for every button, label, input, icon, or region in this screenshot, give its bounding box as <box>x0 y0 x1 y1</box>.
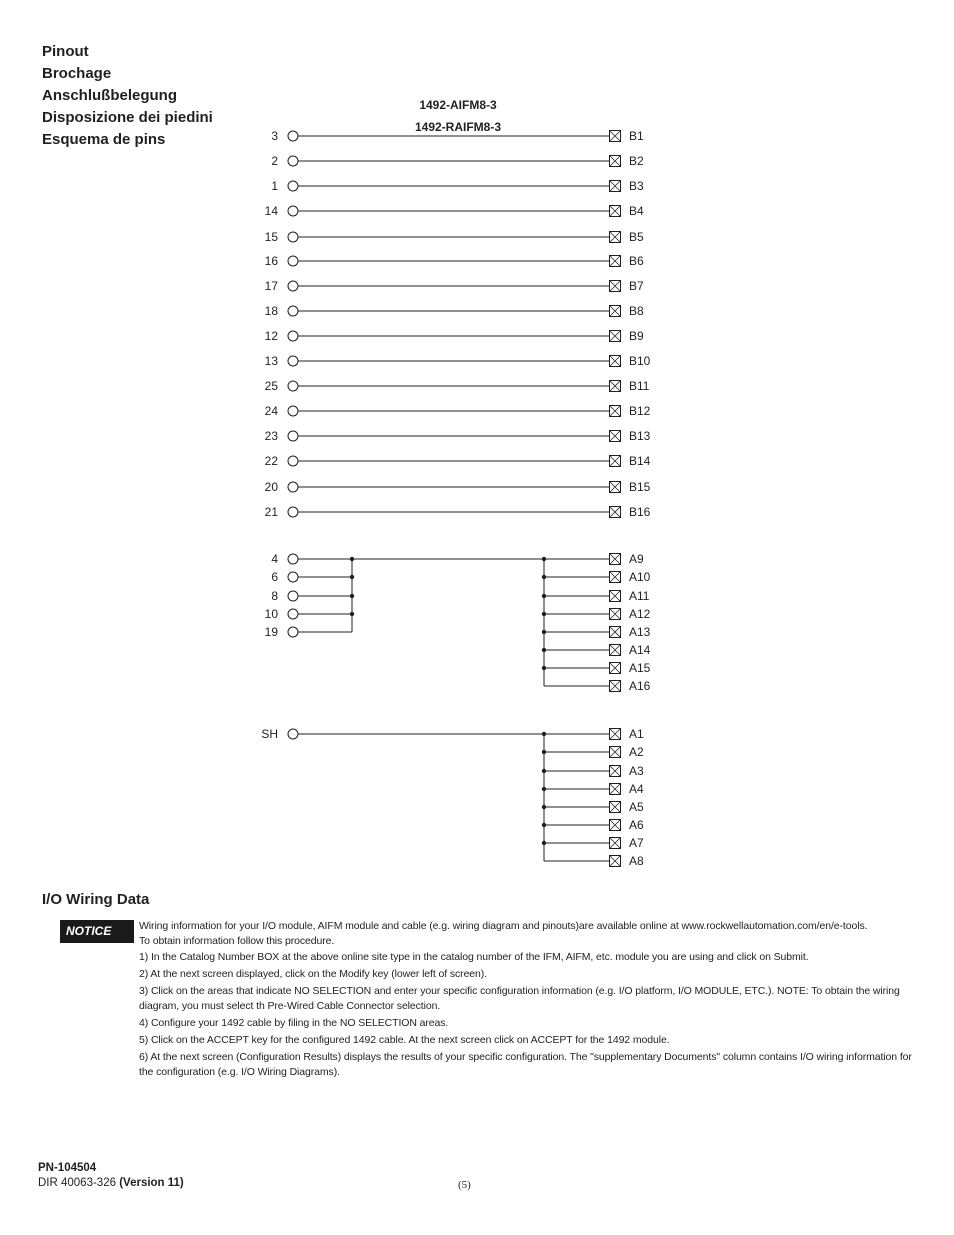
terminal-label: A3 <box>629 764 644 778</box>
terminal-label: B2 <box>629 154 644 168</box>
notice-body <box>139 919 919 1082</box>
page-number: (5) <box>458 1179 471 1191</box>
terminal-label: A1 <box>629 727 644 741</box>
terminal-box-icon <box>610 456 621 467</box>
pin-number-label: 14 <box>264 204 278 218</box>
pin-socket-icon <box>288 306 298 316</box>
terminal-box-icon <box>610 838 621 849</box>
pin-socket-icon <box>288 591 298 601</box>
pin-socket-icon <box>288 206 298 216</box>
pin-number-label: 15 <box>264 230 278 244</box>
pin-number-label: 6 <box>271 570 278 584</box>
terminal-label: B1 <box>629 129 644 143</box>
terminal-label: A5 <box>629 800 644 814</box>
terminal-label: A15 <box>629 661 651 675</box>
pin-socket-icon <box>288 381 298 391</box>
procedure-step: 4) Configure your 1492 cable by filing in the NO SELECTION areas. <box>139 1017 449 1029</box>
document-id: DIR 40063-326 <box>38 1177 116 1189</box>
terminal-label: A11 <box>629 589 650 603</box>
terminal-box-icon <box>610 802 621 813</box>
terminal-box-icon <box>610 281 621 292</box>
procedure-step: 1) In the Catalog Number BOX at the above online site type in the catalog number of the IFM, AIFM, etc. module you are using and click on Submit. <box>139 951 809 963</box>
terminal-label: B15 <box>629 480 651 494</box>
terminal-label: B13 <box>629 429 651 443</box>
terminal-box-icon <box>610 406 621 417</box>
pin-number-label: 12 <box>264 329 278 343</box>
catalog-number-1: 1492-AIFM8-3 <box>419 98 497 112</box>
terminal-box-icon <box>610 431 621 442</box>
terminal-box-icon <box>610 507 621 518</box>
pin-socket-icon <box>288 406 298 416</box>
terminal-box-icon <box>610 729 621 740</box>
pin-number-label: 10 <box>264 607 278 621</box>
procedure-step: 5) Click on the ACCEPT key for the configured 1492 cable. At the next screen click on ACCEPT for the 1492 module. <box>139 1034 670 1046</box>
terminal-box-icon <box>610 381 621 392</box>
terminal-label: B14 <box>629 454 651 468</box>
terminal-box-icon <box>610 663 621 674</box>
pin-number-label: SH <box>261 727 278 741</box>
pin-socket-icon <box>288 456 298 466</box>
procedure-step: 3) Click on the areas that indicate NO SELECTION and enter your specific configuration information (e.g. I/O platform, I/O MODULE, ETC.). NOTE: To obtain the wiring diagram, you must select th Pre-Wired Cable Connector selection. <box>139 985 900 1012</box>
terminal-box-icon <box>610 627 621 638</box>
terminal-label: A7 <box>629 836 644 850</box>
procedure-step: 6) At the next screen (Configuration Results) displays the results of your specific configuration. The "supplementary Documents" column contains I/O wiring information for the configuration (e.g. I/O Wiring Diagrams). <box>139 1051 912 1078</box>
pin-number-label: 22 <box>264 454 278 468</box>
terminal-box-icon <box>610 232 621 243</box>
pin-number-label: 21 <box>264 505 278 519</box>
terminal-label: B10 <box>629 354 651 368</box>
terminal-label: B9 <box>629 329 644 343</box>
terminal-box-icon <box>610 482 621 493</box>
terminal-box-icon <box>610 554 621 565</box>
pin-socket-icon <box>288 627 298 637</box>
heading-italian: Disposizione dei piedini <box>42 109 213 126</box>
terminal-box-icon <box>610 356 621 367</box>
pin-socket-icon <box>288 572 298 582</box>
pin-number-label: 19 <box>264 625 278 639</box>
terminal-box-icon <box>610 572 621 583</box>
footer-document-info <box>38 1161 184 1191</box>
pin-socket-icon <box>288 256 298 266</box>
terminal-label: B7 <box>629 279 644 293</box>
terminal-box-icon <box>610 591 621 602</box>
catalog-number-2: 1492-RAIFM8-3 <box>414 120 502 134</box>
terminal-label: A12 <box>629 607 651 621</box>
notice-badge: NOTICE <box>60 920 134 943</box>
terminal-label: B8 <box>629 304 644 318</box>
terminal-label: A16 <box>629 679 651 693</box>
terminal-label: A4 <box>629 782 644 796</box>
pin-number-label: 3 <box>271 129 278 143</box>
pin-number-label: 4 <box>271 552 278 566</box>
terminal-box-icon <box>610 331 621 342</box>
procedure-step: 2) At the next screen displayed, click on the Modify key (lower left of screen). <box>139 968 487 980</box>
notice-intro-line2: To obtain information follow this procedure. <box>139 935 335 947</box>
terminal-label: B4 <box>629 204 644 218</box>
pin-number-label: 8 <box>271 589 278 603</box>
pin-socket-icon <box>288 729 298 739</box>
version-label: (Version 11) <box>119 1177 184 1189</box>
pin-socket-icon <box>288 331 298 341</box>
notice-intro <box>139 919 919 949</box>
terminal-box-icon <box>610 856 621 867</box>
terminal-label: A2 <box>629 745 644 759</box>
terminal-label: B11 <box>629 379 650 393</box>
pin-socket-icon <box>288 356 298 366</box>
pin-number-label: 23 <box>264 429 278 443</box>
heading-english: Pinout <box>42 43 89 60</box>
terminal-box-icon <box>610 181 621 192</box>
pin-socket-icon <box>288 431 298 441</box>
heading-german: Anschlußbelegung <box>42 87 177 104</box>
pin-socket-icon <box>288 181 298 191</box>
document-id-line <box>38 1176 184 1191</box>
pin-number-label: 2 <box>271 154 278 168</box>
terminal-box-icon <box>610 156 621 167</box>
io-wiring-title: I/O Wiring Data <box>42 891 150 908</box>
terminal-box-icon <box>610 784 621 795</box>
pin-socket-icon <box>288 131 298 141</box>
terminal-label: B16 <box>629 505 651 519</box>
pin-socket-icon <box>288 507 298 517</box>
heading-french: Brochage <box>42 65 112 82</box>
terminal-box-icon <box>610 645 621 656</box>
pin-socket-icon <box>288 609 298 619</box>
heading-spanish: Esquema de pins <box>42 131 166 148</box>
pin-socket-icon <box>288 482 298 492</box>
terminal-label: A14 <box>629 643 651 657</box>
terminal-box-icon <box>610 820 621 831</box>
notice-intro-line1: Wiring information for your I/O module, AIFM module and cable (e.g. wiring diagram and pinouts)are available online at www.rockwellautomation.com/en/e-tools. <box>139 920 868 932</box>
part-number: PN-104504 <box>38 1162 97 1174</box>
terminal-box-icon <box>610 256 621 267</box>
terminal-label: B12 <box>629 404 651 418</box>
terminal-label: A10 <box>629 570 651 584</box>
pin-number-label: 13 <box>264 354 278 368</box>
pin-number-label: 25 <box>264 379 278 393</box>
pin-number-label: 20 <box>264 480 278 494</box>
terminal-label: B6 <box>629 254 644 268</box>
terminal-label: A9 <box>629 552 644 566</box>
pin-number-label: 16 <box>264 254 278 268</box>
terminal-box-icon <box>610 747 621 758</box>
pin-socket-icon <box>288 156 298 166</box>
terminal-box-icon <box>610 131 621 142</box>
terminal-box-icon <box>610 766 621 777</box>
pin-socket-icon <box>288 281 298 291</box>
terminal-box-icon <box>610 609 621 620</box>
terminal-label: A6 <box>629 818 644 832</box>
terminal-label: B3 <box>629 179 644 193</box>
pin-number-label: 1 <box>271 179 278 193</box>
pin-number-label: 18 <box>264 304 278 318</box>
terminal-label: B5 <box>629 230 644 244</box>
terminal-box-icon <box>610 306 621 317</box>
terminal-label: A8 <box>629 854 644 868</box>
terminal-label: A13 <box>629 625 651 639</box>
pin-socket-icon <box>288 232 298 242</box>
pin-socket-icon <box>288 554 298 564</box>
pin-number-label: 24 <box>264 404 278 418</box>
terminal-box-icon <box>610 681 621 692</box>
pin-number-label: 17 <box>264 279 278 293</box>
terminal-box-icon <box>610 206 621 217</box>
